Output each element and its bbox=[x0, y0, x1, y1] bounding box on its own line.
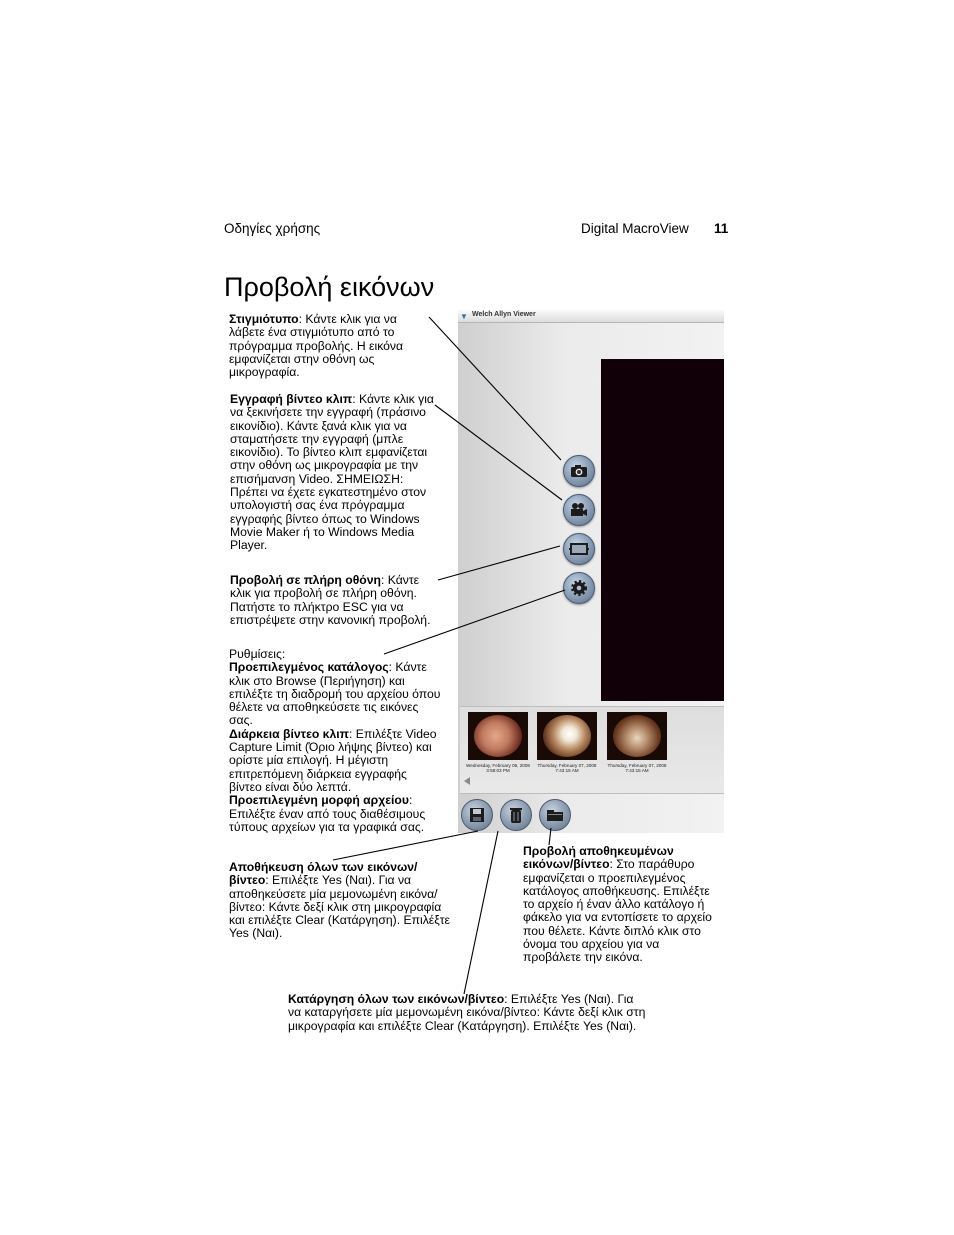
video-camera-icon bbox=[564, 495, 594, 525]
callout-settings-intro: Ρυθμίσεις: bbox=[229, 647, 286, 661]
thumbnail-1[interactable] bbox=[468, 712, 528, 760]
thumbnail-1-caption bbox=[462, 763, 534, 773]
thumbnail-3-time: 7:43:15 AM bbox=[625, 768, 649, 774]
app-logo-icon: ▼ bbox=[460, 312, 468, 321]
callout-delete-all-term: Κατάργηση όλων των εικόνων/βίντεο bbox=[288, 992, 505, 1006]
viewer-title-bar bbox=[458, 310, 724, 323]
thumbnail-3[interactable] bbox=[607, 712, 667, 760]
fullscreen-icon bbox=[564, 534, 594, 564]
callout-fullscreen bbox=[230, 574, 438, 627]
thumbnail-2-time: 7:43:15 AM bbox=[555, 768, 579, 774]
settings-button[interactable] bbox=[563, 572, 595, 604]
thumbnail-3-image bbox=[613, 715, 661, 757]
delete-all-button[interactable] bbox=[500, 799, 532, 831]
callout-settings-duration bbox=[229, 728, 441, 794]
thumbnail-2[interactable] bbox=[537, 712, 597, 760]
thumbnail-strip bbox=[460, 706, 724, 794]
callout-delete-all-text: : Επιλέξτε Yes (Ναι). Για να καταργήσετε μία μεμονωμένη εικόνα/βίντεο: Κάντε δεξί κλικ στη μικρογραφία και επιλέξτε Clear (Κατάργηση). Επιλέξτε Yes (Ναι). bbox=[288, 992, 646, 1033]
callout-settings-folder-term: Προεπιλεγμένος κατάλογος bbox=[229, 660, 389, 675]
callout-settings-duration-text: : Επιλέξτε Video Capture Limit (Όριο λήψης βίντεο) και ορίστε μία επιλογή. Η μέγιστη επιτρεπόμενη διάρκεια εγγραφής βίντεο είναι δύο λεπτά. bbox=[229, 726, 437, 794]
callout-settings-format-text: : Επιλέξτε έναν από τους διαθέσιμους τύπους αρχείων για τα γραφικά σας. bbox=[229, 793, 426, 834]
folder-icon bbox=[540, 800, 570, 830]
live-video-area bbox=[601, 359, 724, 701]
running-header-left: Οδηγίες χρήσης bbox=[224, 221, 321, 236]
callout-save-all-term: Αποθήκευση όλων των εικόνων/ βίντεο bbox=[229, 860, 418, 888]
callout-view-saved-term: Προβολή αποθηκευμένων εικόνων/βίντεο bbox=[523, 844, 674, 872]
callout-settings-format bbox=[229, 794, 441, 834]
running-header-product: Digital MacroView bbox=[581, 221, 689, 236]
scroll-left-arrow-icon[interactable] bbox=[464, 777, 470, 785]
save-all-button[interactable] bbox=[461, 799, 493, 831]
callout-settings bbox=[229, 648, 441, 834]
thumbnail-1-image bbox=[474, 715, 522, 757]
thumbnail-2-caption bbox=[531, 763, 603, 773]
page-title: Προβολή εικόνων bbox=[224, 272, 435, 302]
save-disk-icon bbox=[462, 800, 492, 830]
viewer-window-title: Welch Allyn Viewer bbox=[472, 311, 536, 318]
callout-save-all-text: : Επιλέξτε Yes (Ναι). Για να αποθηκεύσετε μία μεμονωμένη εικόνα/βίντεο: Κάντε δεξί κλικ στη μικρογραφία και επιλέξτε Clear (Κατάργηση). Επιλέξτε Yes (Ναι). bbox=[229, 873, 450, 941]
thumbnail-1-date: Wednesday, February 06, 2008 bbox=[466, 763, 530, 768]
callout-snapshot-term: Στιγμιότυπο bbox=[229, 312, 299, 326]
gear-icon bbox=[564, 573, 594, 603]
thumbnail-3-date: Thursday, February 07, 2008 bbox=[607, 763, 667, 768]
callout-record-term: Εγγραφή βίντεο κλιπ bbox=[230, 392, 353, 406]
callout-delete-all bbox=[288, 993, 648, 1033]
viewer-window bbox=[458, 310, 724, 833]
callout-record-text: : Κάντε κλικ για να ξεκινήσετε την εγγραφή (πράσινο εικονίδιο). Κάντε ξανά κλικ για να σταματήσετε την εγγραφή (μπλε εικονίδιο). Το βίντεο κλιπ εμφανίζεται στην οθόνη ως μικρογραφία με την επισήμανση Video. ΣΗΜΕΙΩΣΗ: Πρέπει να έχετε εγκατεστημένο στον υπολογιστή σας ένα πρόγραμμα εγγραφής βίντεο όπως το Windows Movie Maker ή το Windows Media Player. bbox=[230, 392, 434, 553]
callout-view-saved-text: : Στο παράθυρο εμφανίζεται ο προεπιλεγμένος κατάλογος αποθήκευσης. Επιλέξτε το αρχείο ή έναν άλλο κατάλογο ή φάκελο για να εντοπίσετε το αρχείο που θέλετε. Κάντε διπλό κλικ στο όνομα του αρχείου για να προβάλετε την εικόνα. bbox=[523, 857, 712, 965]
thumbnail-3-caption bbox=[601, 763, 673, 773]
callout-fullscreen-term: Προβολή σε πλήρη οθόνη bbox=[230, 573, 381, 587]
leader-delete-all bbox=[464, 831, 498, 994]
callout-save-all bbox=[229, 861, 451, 941]
thumbnail-2-date: Thursday, February 07, 2008 bbox=[537, 763, 597, 768]
callout-record bbox=[230, 393, 436, 553]
fullscreen-button[interactable] bbox=[563, 533, 595, 565]
record-video-button[interactable] bbox=[563, 494, 595, 526]
trash-icon bbox=[501, 800, 531, 830]
callout-snapshot bbox=[229, 313, 429, 379]
camera-icon bbox=[564, 456, 594, 486]
leader-save-all bbox=[333, 831, 478, 860]
callout-snapshot-text: : Κάντε κλικ για να λάβετε ένα στιγμιότυπο από το πρόγραμμα προβολής. Η εικόνα εμφανίζεται στην οθόνη ως μικρογραφία. bbox=[229, 312, 404, 380]
callout-settings-format-term: Προεπιλεγμένη μορφή αρχείου bbox=[229, 793, 409, 808]
callout-fullscreen-text: : Κάντε κλικ για προβολή σε πλήρη οθόνη. Πατήστε το πλήκτρο ESC για να επιστρέψετε στην κανονική προβολή. bbox=[230, 573, 431, 627]
snapshot-button[interactable] bbox=[563, 455, 595, 487]
view-saved-button[interactable] bbox=[539, 799, 571, 831]
page-number: 11 bbox=[714, 221, 729, 236]
callout-settings-folder bbox=[229, 661, 441, 727]
callout-settings-folder-text: : Κάντε κλικ στο Browse (Περιήγηση) και επιλέξτε τη διαδρομή του αρχείου όπου θέλετε να αποθηκεύσετε τις εικόνες σας. bbox=[229, 660, 441, 728]
thumbnail-1-time: 3:58:03 PM bbox=[486, 768, 510, 774]
thumbnail-2-image bbox=[543, 715, 591, 757]
callout-view-saved bbox=[523, 845, 719, 965]
callout-settings-duration-term: Διάρκεια βίντεο κλιπ bbox=[229, 726, 349, 741]
